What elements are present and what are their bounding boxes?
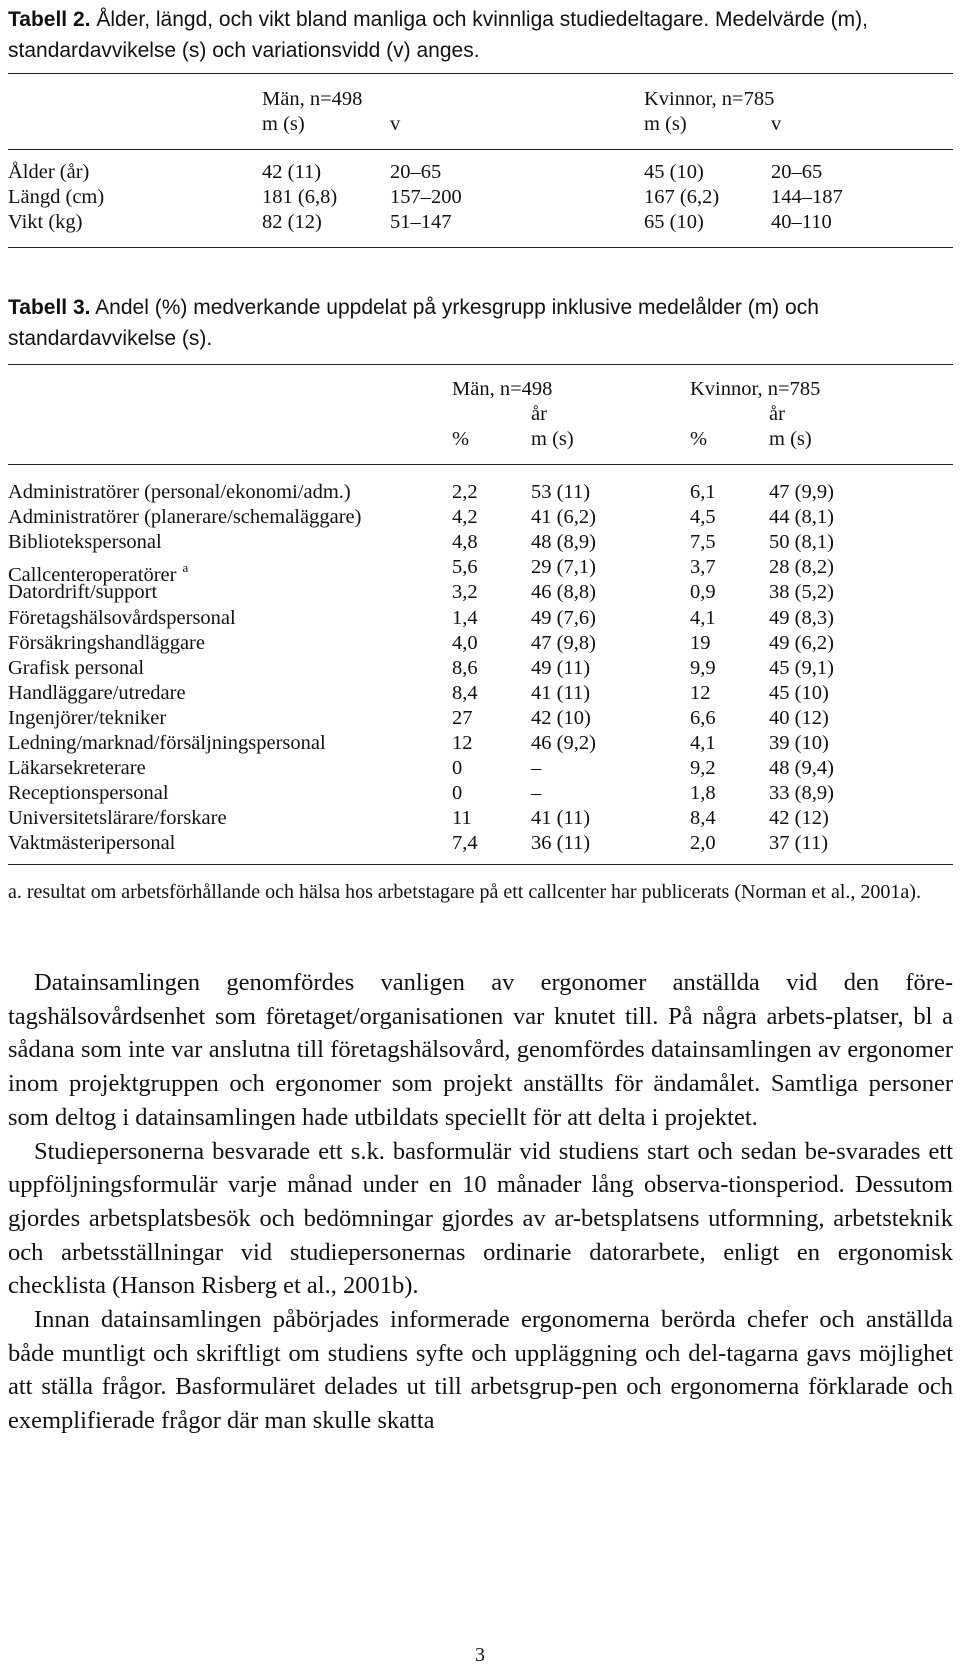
table2-group-men: Män, n=498 (262, 88, 363, 110)
table-row-label (8, 830, 175, 857)
table-cell: 5,6 (452, 556, 478, 579)
table3-sub-men-ar: år (531, 403, 547, 425)
table-row-label (8, 705, 166, 732)
table3-header-rule (8, 464, 953, 465)
table-cell: 12 (452, 732, 473, 754)
table3-bottom-rule (8, 864, 953, 865)
table-row-label (8, 680, 186, 707)
table-cell: 4,0 (452, 631, 478, 654)
paragraph: Datainsamlingen genomfördes vanligen av ergonomer anställda vid den före-tagshälsovårdsenhet som företaget/organisationen var knutet till. På några arbets-platser, bl a sådana som inte var anslutna till företagshälsovård, genomfördes datainsamlingen av ergonomer inom projektgruppen och ergonomer som projekt anställts för ändamålet. Samtliga personer som deltog i datainsamlingen hade utbildats speciellt för att delta i projektet. (8, 969, 953, 1131)
table-cell: 20–65 (771, 161, 823, 183)
footnote-marker: a (182, 560, 189, 576)
table2-bottom-rule (8, 247, 953, 248)
table-cell: 12 (690, 681, 711, 704)
table-cell: 41 (6,2) (531, 506, 596, 529)
table2-caption (8, 4, 953, 66)
table3-sub-women-pct: % (690, 428, 708, 450)
table-row-label: Vikt (kg) (8, 211, 83, 233)
table-cell: 82 (12) (262, 211, 322, 233)
row-label-text: Universitetslärare/forskare (8, 807, 227, 830)
table2-sub-women-v: v (771, 113, 782, 135)
table-cell: 41 (11) (531, 681, 591, 704)
table-cell: 42 (12) (769, 807, 829, 830)
body-text (8, 966, 953, 1438)
table2-sub-women-m: m (s) (644, 113, 687, 135)
table-row-label (8, 579, 157, 606)
table-cell: 33 (8,9) (769, 782, 834, 805)
table-cell: 144–187 (771, 186, 843, 208)
table-cell: 0,9 (690, 581, 716, 604)
table-row-label (8, 730, 326, 757)
table2-label: Tabell 2. (8, 8, 91, 31)
table-cell: 40 (12) (769, 706, 829, 729)
table-cell: 157–200 (390, 186, 462, 208)
row-label-text: Bibliotekspersonal (8, 531, 162, 554)
table3-group-women: Kvinnor, n=785 (690, 378, 821, 400)
page-number: 3 (475, 1644, 485, 1666)
table-row-label (8, 504, 361, 531)
table-cell: 27 (452, 706, 473, 729)
table-cell: 0 (452, 782, 463, 805)
table-cell: 40–110 (771, 211, 832, 233)
row-label-text: Grafisk personal (8, 656, 145, 679)
table-row-label (8, 630, 205, 657)
table-cell: 1,4 (452, 606, 478, 629)
table-cell: 42 (10) (531, 706, 591, 729)
table-cell: 38 (5,2) (769, 581, 834, 604)
table-cell: 3,7 (690, 556, 716, 579)
row-label-text: Callcenteroperatörer (8, 564, 177, 587)
table-cell: 6,1 (690, 481, 716, 503)
row-label-text: Läkarsekreterare (8, 757, 146, 780)
table-cell: 4,2 (452, 506, 478, 529)
table-cell: 0 (452, 757, 463, 780)
table-cell: 20–65 (390, 161, 442, 183)
table-cell: 4,1 (690, 606, 716, 629)
table-cell: 6,6 (690, 706, 716, 729)
table3-sub-men-pct: % (452, 428, 470, 450)
table-cell: 50 (8,1) (769, 531, 834, 554)
table3-label: Tabell 3. (8, 296, 91, 319)
table3-group-men: Män, n=498 (452, 378, 553, 400)
table-cell: 11 (452, 807, 472, 830)
row-label-text: Handläggare/utredare (8, 681, 186, 704)
table-cell: 7,4 (452, 832, 478, 855)
table-cell: 44 (8,1) (769, 506, 834, 529)
table-row-label (8, 755, 146, 782)
row-label-text: Företagshälsovårdspersonal (8, 606, 236, 629)
table-cell: 45 (9,1) (769, 656, 834, 679)
table2-group-women: Kvinnor, n=785 (644, 88, 775, 110)
table3-footnote (8, 878, 953, 906)
row-label-text: Administratörer (planerare/schemaläggare) (8, 506, 362, 529)
table3-sub-women-ar: år (769, 403, 785, 425)
row-label-text: Administratörer (personal/ekonomi/adm.) (8, 481, 351, 503)
table-cell: 167 (6,2) (644, 186, 720, 208)
table2-header-rule (8, 149, 953, 150)
table-cell: 28 (8,2) (769, 556, 834, 579)
table-cell: 4,1 (690, 732, 716, 754)
table-cell: 9,2 (690, 757, 716, 780)
table-row-label: Ålder (år) (8, 161, 90, 183)
table-cell: 4,5 (690, 506, 716, 529)
paragraph: Innan datainsamlingen påbörjades informerade ergonomerna berörda chefer och anställda både muntligt och skriftligt om studiens syfte och uppläggning och del-tagarna gavs möjlighet att ställa frågor. Basformuläret delades ut till arbetsgrup-pen och ergonomerna förklarade och exemplifierade frågor där man skulle skatta (8, 1306, 953, 1435)
table-cell: 8,4 (452, 681, 478, 704)
table-cell: 29 (7,1) (531, 556, 596, 579)
table-cell: 36 (11) (531, 832, 591, 855)
table3-top-rule (8, 364, 953, 365)
table-cell: 49 (11) (531, 656, 591, 679)
row-label-text: Ledning/marknad/försäljningspersonal (8, 732, 326, 754)
table-cell: 4,8 (452, 531, 478, 554)
table-cell: 46 (9,2) (531, 732, 596, 754)
footnote-text: a. resultat om arbetsförhållande och hälsa hos arbetstagare på ett callcenter har publicerats (Norman et al., 2001a). (8, 881, 921, 903)
table3-sub-women-m: m (s) (769, 428, 812, 450)
row-label-text: Ingenjörer/tekniker (8, 706, 167, 729)
table-cell: 42 (11) (262, 161, 322, 183)
table-row-label (8, 529, 162, 556)
table2-sub-men-v: v (390, 113, 401, 135)
table-cell: 47 (9,8) (531, 631, 596, 654)
table-cell: 49 (6,2) (769, 631, 834, 654)
table3-caption (8, 292, 953, 354)
table-cell: – (531, 782, 542, 805)
table3-sub-men-m: m (s) (531, 428, 574, 450)
paragraph: Studiepersonerna besvarade ett s.k. basformulär vid studiens start och sedan be-svarades ett uppföljningsformulär varje månad under en 10 månader lång observa-tionsperiod. Dessutom gjordes arbetsplatsbesök och bedömningar gjordes av ar-betsplatsens utformning, arbetsteknik och arbetsställningar vid studiepersonernas ordinarie datorarbete, enligt en ergonomisk checklista (Hanson Risberg et al., 2001b). (8, 1137, 953, 1300)
table2-caption-text: Ålder, längd, och vikt bland manliga och kvinnliga studiedeltagare. Medelvärde (m), standardavvikelse (s) och variationsvidd (v) anges. (8, 8, 868, 62)
table3-caption-text: Andel (%) medverkande uppdelat på yrkesgrupp inklusive medelålder (m) och standardavvikelse (s). (8, 296, 819, 350)
table-cell: 8,4 (690, 807, 716, 830)
table2-sub-men-m: m (s) (262, 113, 305, 135)
table-cell: 181 (6,8) (262, 186, 338, 208)
table-cell: 2,2 (452, 481, 478, 503)
table-cell: 45 (10) (769, 681, 829, 704)
table-cell: 37 (11) (769, 832, 829, 855)
table-row-label: Längd (cm) (8, 186, 105, 208)
table-row-label (8, 655, 144, 682)
table-row-label (8, 805, 227, 832)
table-cell: 48 (9,4) (769, 757, 834, 780)
table-cell: 45 (10) (644, 161, 704, 183)
table-cell: – (531, 757, 542, 780)
table-cell: 51–147 (390, 211, 452, 233)
table-cell: 9,9 (690, 656, 716, 679)
table-row-label (8, 479, 351, 506)
table-cell: 65 (10) (644, 211, 704, 233)
table-cell: 41 (11) (531, 807, 591, 830)
table2-top-rule (8, 73, 953, 74)
table-cell: 49 (8,3) (769, 606, 834, 629)
row-label-text: Vaktmästeripersonal (8, 832, 176, 855)
table-cell: 39 (10) (769, 732, 829, 754)
row-label-text: Försäkringshandläggare (8, 631, 205, 654)
table-cell: 53 (11) (531, 481, 591, 503)
table-row-label (8, 605, 236, 632)
table-cell: 46 (8,8) (531, 581, 596, 604)
table-cell: 19 (690, 631, 711, 654)
row-label-text: Receptionspersonal (8, 782, 169, 805)
row-label-text: Datordrift/support (8, 581, 158, 604)
table-cell: 7,5 (690, 531, 716, 554)
table-cell: 8,6 (452, 656, 478, 679)
table-cell: 3,2 (452, 581, 478, 604)
table-cell: 49 (7,6) (531, 606, 596, 629)
table-row-label (8, 780, 169, 807)
table-cell: 2,0 (690, 832, 716, 855)
table-cell: 1,8 (690, 782, 716, 805)
table-cell: 47 (9,9) (769, 481, 834, 503)
table-cell: 48 (8,9) (531, 531, 596, 554)
